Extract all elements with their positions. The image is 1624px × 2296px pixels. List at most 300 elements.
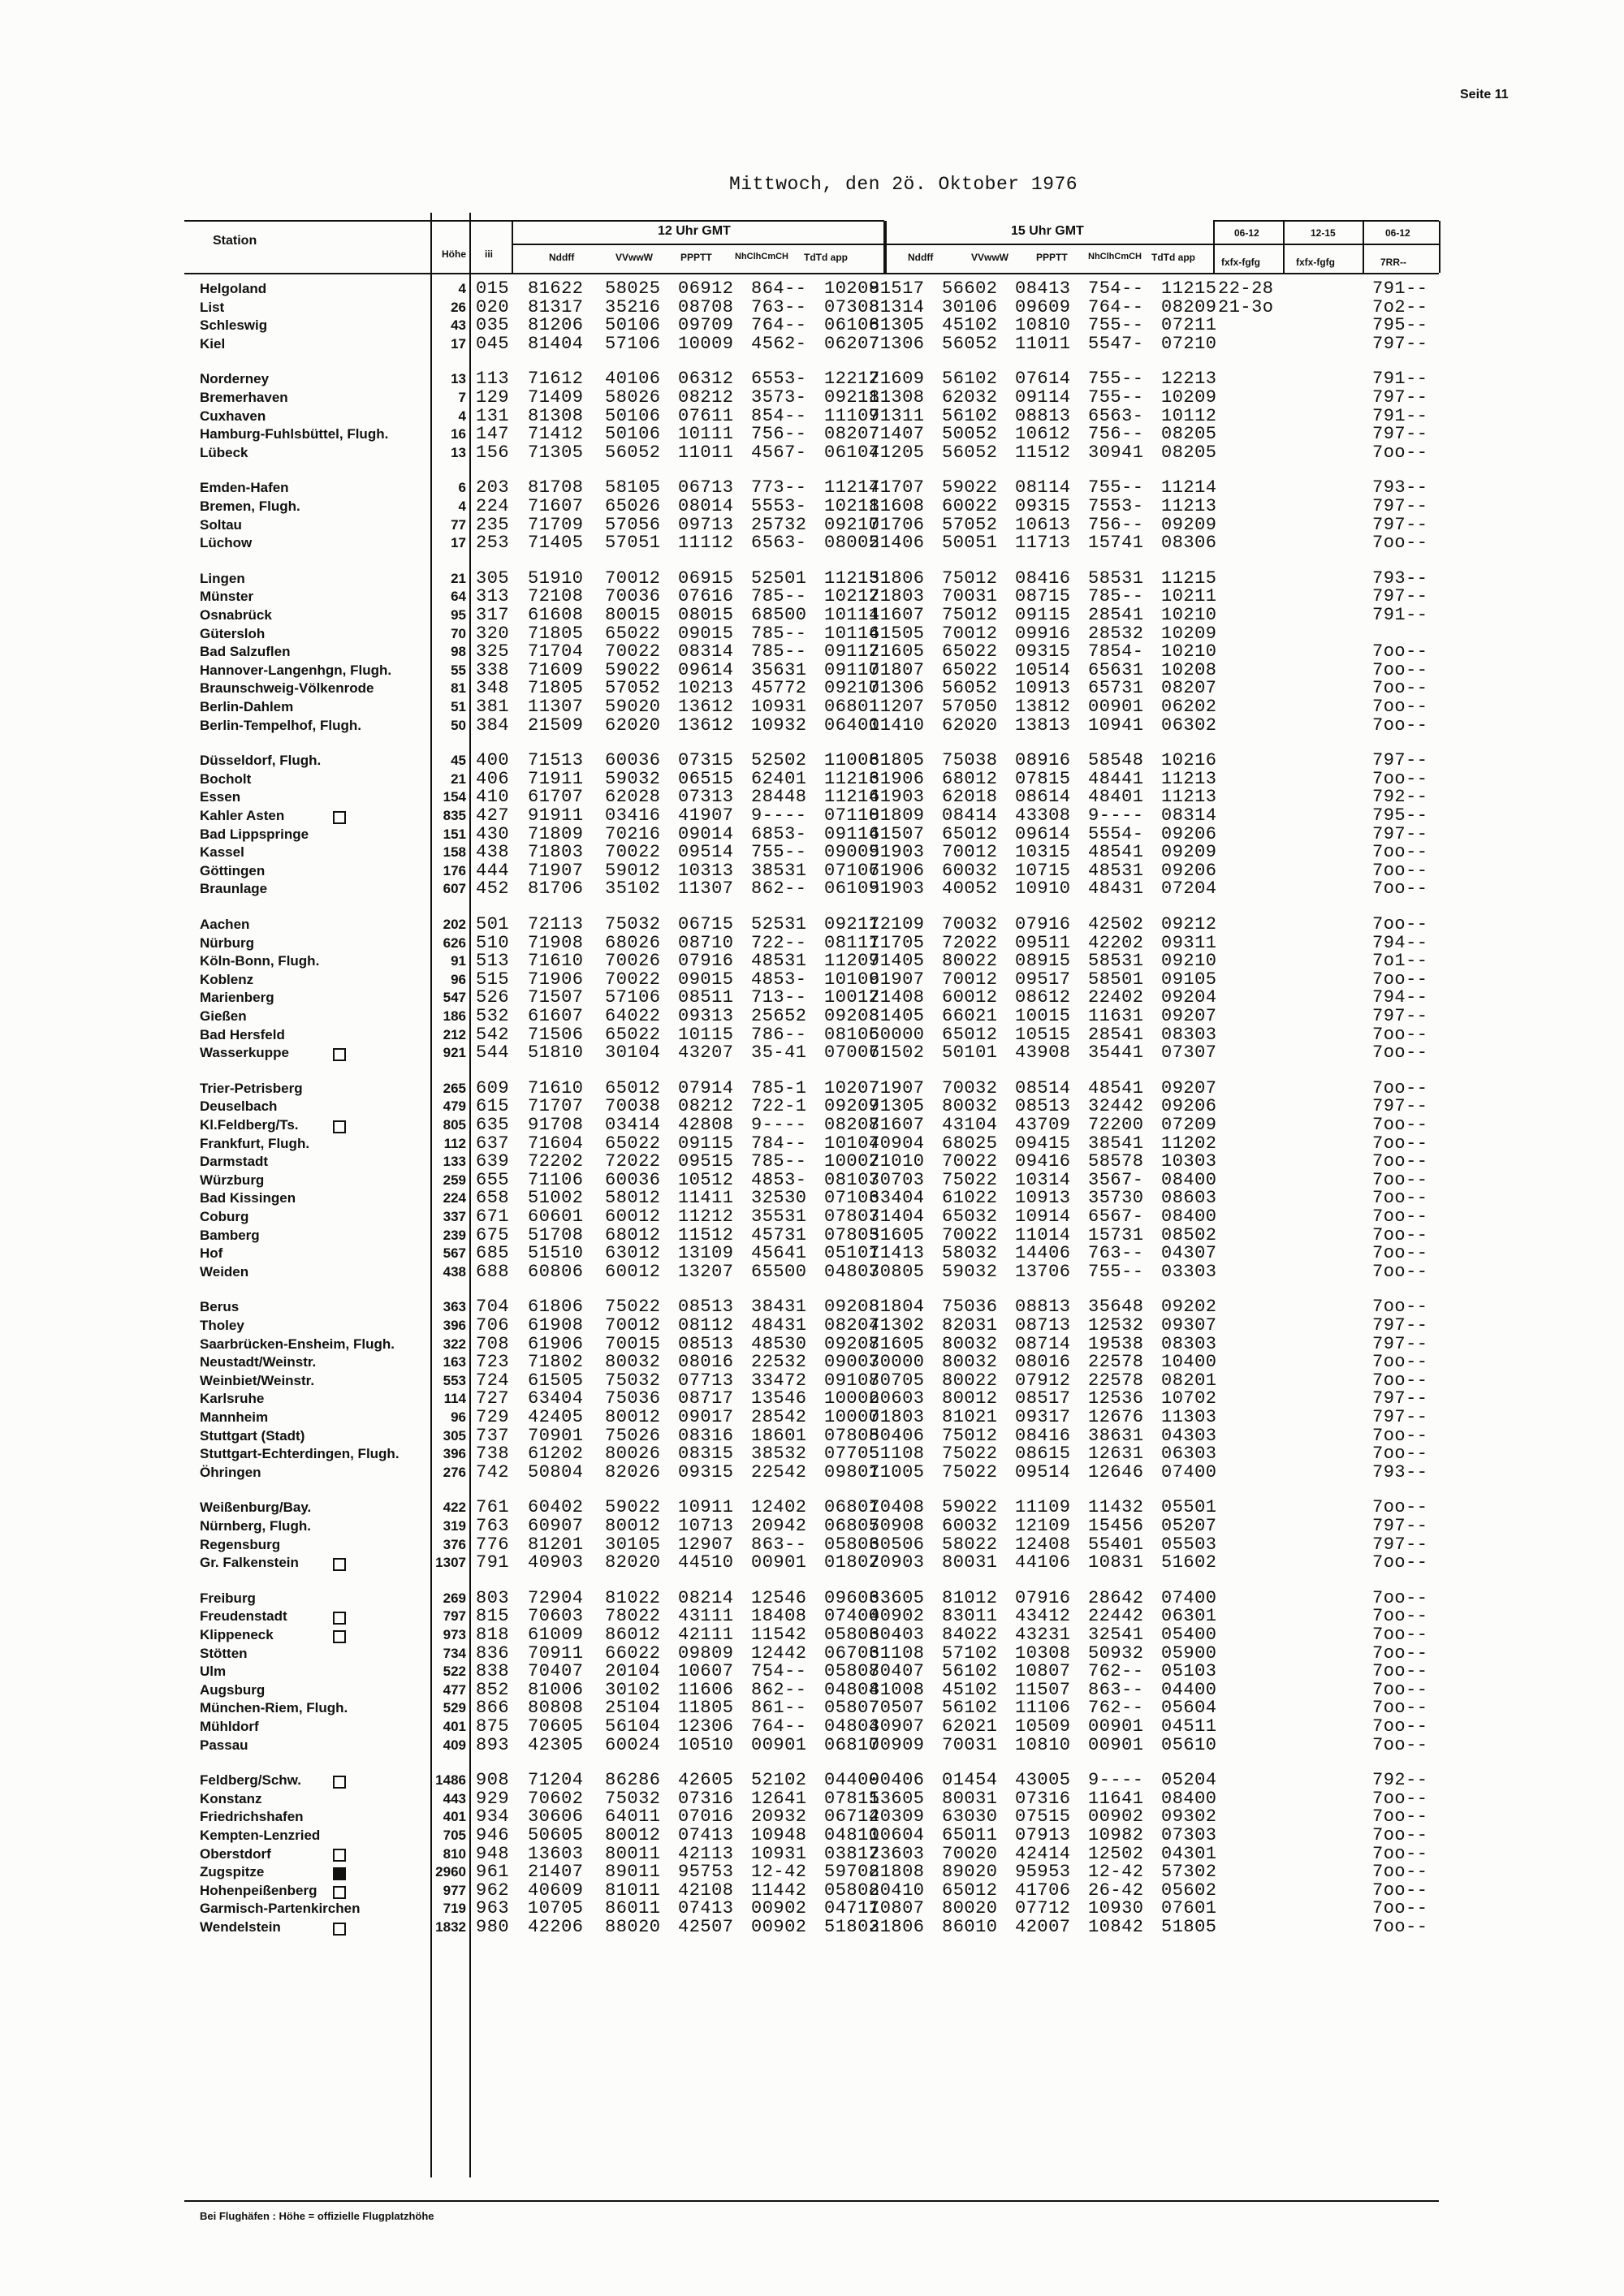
precip-value: 7oo-- — [1372, 1077, 1428, 1098]
precip-value: 7oo-- — [1372, 1734, 1428, 1755]
obs-15-group-1: 71404 — [869, 1206, 925, 1227]
obs-12-group-1: 13603 — [528, 1843, 584, 1864]
obs-12-group-5: 11214 — [824, 477, 880, 498]
obs-15-group-1: 71306 — [869, 678, 925, 699]
obs-12-group-5: 06400 — [824, 714, 880, 736]
obs-12-group-4: 785-1 — [751, 1077, 807, 1098]
obs-15-group-1: 21806 — [869, 1917, 925, 1937]
obs-15-group-3: 43412 — [1015, 1606, 1071, 1627]
obs-15-group-4: 15731 — [1088, 1224, 1144, 1245]
header-12-ppptt: PPPTT — [680, 252, 712, 263]
obs-15-group-2: 43104 — [942, 1115, 998, 1135]
station-id: 836 — [476, 1642, 510, 1664]
obs-12-group-4: 28542 — [751, 1407, 807, 1427]
obs-12-group-1: 71609 — [528, 659, 584, 680]
obs-12-group-2: 70012 — [605, 1315, 661, 1336]
obs-12-group-2: 35216 — [605, 296, 661, 317]
obs-15-group-1: 71413 — [869, 1243, 925, 1264]
obs-12-group-5: 08204 — [824, 1315, 880, 1336]
obs-12-group-1: 70407 — [528, 1661, 584, 1682]
station-name: Mannheim — [200, 1409, 269, 1425]
station-id: 526 — [476, 987, 510, 1008]
station-id: 738 — [476, 1444, 510, 1465]
obs-15-group-2: 57050 — [942, 697, 998, 717]
obs-15-group-1: 81314 — [869, 296, 925, 317]
obs-12-group-3: 09614 — [678, 659, 734, 680]
station-height: 13 — [451, 371, 466, 387]
station-height: 479 — [443, 1098, 466, 1115]
obs-15-group-3: 43231 — [1015, 1625, 1071, 1645]
obs-15-group-5: 08303 — [1161, 1024, 1217, 1045]
header-rain-0612: 06-12 — [1385, 227, 1410, 239]
obs-15-group-1: 23603 — [869, 1843, 925, 1864]
obs-15-group-5: 05610 — [1161, 1734, 1217, 1755]
obs-12-group-2: 75032 — [605, 1788, 661, 1809]
obs-12-group-5: 09110 — [824, 659, 880, 680]
precip-value: 797-- — [1372, 514, 1428, 535]
precip-value: 797-- — [1372, 586, 1428, 607]
obs-15-group-5: 09207 — [1161, 1006, 1217, 1026]
obs-12-group-2: 25104 — [605, 1698, 661, 1719]
station-id: 704 — [476, 1297, 510, 1318]
precip-value: 7oo-- — [1372, 1661, 1428, 1682]
station-id: 708 — [476, 1333, 510, 1354]
station-name: Coburg — [200, 1209, 249, 1224]
obs-12-group-1: 72108 — [528, 586, 584, 607]
precip-value: 7oo-- — [1372, 1352, 1428, 1373]
obs-12-group-5: 09208 — [824, 1297, 880, 1318]
obs-12-group-5: 07007 — [824, 1042, 880, 1064]
table-row — [0, 880, 1624, 898]
obs-12-group-5: 12212 — [824, 369, 880, 390]
station-name: Würzburg — [200, 1172, 265, 1188]
obs-12-group-3: 06915 — [678, 568, 734, 589]
obs-15-group-4: 00901 — [1088, 1716, 1144, 1737]
station-name: Passau — [200, 1737, 248, 1753]
precip-value: 7oo-- — [1372, 1587, 1428, 1608]
station-name: Lüchow — [200, 535, 253, 551]
station-id: 609 — [476, 1077, 510, 1098]
table-row — [0, 643, 1624, 661]
obs-12-group-3: 13109 — [678, 1243, 734, 1264]
obs-15-group-1: 71609 — [869, 369, 925, 390]
obs-12-group-4: 862-- — [751, 1679, 807, 1700]
station-height: 269 — [443, 1590, 466, 1606]
obs-15-group-1: 60603 — [869, 1388, 925, 1409]
obs-12-group-4: 713-- — [751, 987, 807, 1008]
obs-15-group-2: 62032 — [942, 387, 998, 408]
obs-15-group-3: 08016 — [1015, 1352, 1071, 1373]
obs-15-group-2: 60032 — [942, 860, 998, 881]
obs-12-group-5: 11213 — [824, 568, 880, 589]
obs-15-group-2: 65012 — [942, 1024, 998, 1045]
obs-12-group-3: 07713 — [678, 1370, 734, 1391]
obs-12-group-3: 10911 — [678, 1497, 734, 1518]
station-height: 81 — [451, 680, 466, 697]
table-row — [0, 1608, 1624, 1625]
table-row — [0, 1409, 1624, 1426]
precip-value: 7oo-- — [1372, 1042, 1428, 1064]
obs-12-group-3: 12907 — [678, 1534, 734, 1555]
obs-12-group-4: 00902 — [751, 1898, 807, 1919]
station-height: 21 — [451, 770, 466, 787]
station-name: Bad Kissingen — [200, 1190, 296, 1206]
obs-15-group-2: 62018 — [942, 787, 998, 808]
obs-15-group-3: 09317 — [1015, 1407, 1071, 1427]
precip-value: 7oo-- — [1372, 768, 1428, 789]
obs-12-group-4: 854-- — [751, 405, 807, 426]
obs-15-group-2: 56602 — [942, 278, 998, 299]
table-row — [0, 680, 1624, 697]
obs-15-group-4: 756-- — [1088, 424, 1144, 445]
station-height: 6 — [458, 480, 466, 496]
obs-15-group-1: 30907 — [869, 1716, 925, 1737]
obs-15-group-5: 08303 — [1161, 1333, 1217, 1354]
station-height: 21 — [451, 570, 466, 586]
obs-15-group-5: 11202 — [1161, 1133, 1217, 1154]
obs-15-group-5: 09202 — [1161, 1297, 1217, 1318]
station-id: 313 — [476, 586, 510, 607]
header-15-uhr: 15 Uhr GMT — [1011, 224, 1084, 238]
obs-15-group-3: 13706 — [1015, 1261, 1071, 1282]
precip-value: 7oo-- — [1372, 1917, 1428, 1937]
obs-15-group-4: 6567- — [1088, 1206, 1144, 1227]
obs-15-group-4: 755-- — [1088, 387, 1144, 408]
table-row — [0, 405, 1624, 426]
obs-12-group-2: 60036 — [605, 1169, 661, 1190]
obs-15-group-1: 71803 — [869, 586, 925, 607]
station-id: 532 — [476, 1006, 510, 1026]
obs-12-group-4: 38532 — [751, 1444, 807, 1465]
station-name: Berus — [200, 1299, 240, 1315]
station-name: Berlin-Dahlem — [200, 699, 294, 714]
precip-value: 7o1-- — [1372, 951, 1428, 972]
table-row — [0, 1517, 1624, 1535]
obs-15-group-3: 09514 — [1015, 1461, 1071, 1482]
obs-15-group-4: 30941 — [1088, 442, 1144, 463]
obs-15-group-4: 58531 — [1088, 568, 1144, 589]
obs-12-group-3: 07611 — [678, 405, 734, 426]
header-gust-0612-a: 06-12 — [1234, 227, 1259, 239]
obs-15-group-3: 43308 — [1015, 805, 1071, 826]
obs-12-group-4: 45731 — [751, 1224, 807, 1245]
obs-12-group-4: 785-- — [751, 586, 807, 607]
station-height: 305 — [443, 1427, 466, 1444]
obs-15-group-3: 08614 — [1015, 787, 1071, 808]
obs-15-group-1: 71306 — [869, 333, 925, 354]
precip-value: 7oo-- — [1372, 1243, 1428, 1264]
obs-12-group-3: 09315 — [678, 1461, 734, 1482]
table-row — [0, 444, 1624, 462]
obs-12-group-1: 71412 — [528, 424, 584, 445]
obs-15-group-3: 10314 — [1015, 1169, 1071, 1190]
obs-12-group-1: 61906 — [528, 1333, 584, 1354]
obs-12-group-4: 00902 — [751, 1917, 807, 1937]
obs-12-group-3: 95753 — [678, 1862, 734, 1883]
obs-15-group-3: 11507 — [1015, 1679, 1071, 1700]
obs-12-group-4: 25652 — [751, 1006, 807, 1026]
obs-15-group-1: 40902 — [869, 1606, 925, 1627]
obs-12-group-4: 18408 — [751, 1606, 807, 1627]
precip-value: 7oo-- — [1372, 1698, 1428, 1719]
obs-12-group-3: 09713 — [678, 514, 734, 535]
obs-12-group-1: 61505 — [528, 1370, 584, 1391]
obs-15-group-2: 62021 — [942, 1716, 998, 1737]
obs-15-group-4: 35730 — [1088, 1188, 1144, 1209]
obs-15-group-5: 07303 — [1161, 1825, 1217, 1845]
obs-15-group-2: 89020 — [942, 1862, 998, 1883]
obs-15-group-5: 08603 — [1161, 1188, 1217, 1209]
station-name: Mühldorf — [200, 1719, 259, 1734]
obs-15-group-5: 07400 — [1161, 1461, 1217, 1482]
station-id: 818 — [476, 1625, 510, 1645]
table-row — [0, 770, 1624, 788]
station-name: Oberstdorf — [200, 1845, 271, 1862]
station-name: Tholey — [200, 1318, 244, 1333]
obs-12-group-2: 80015 — [605, 605, 661, 625]
obs-15-group-3: 08615 — [1015, 1444, 1071, 1465]
obs-12-group-4: 22542 — [751, 1461, 807, 1482]
obs-15-group-1: 72109 — [869, 914, 925, 934]
precip-value: 794-- — [1372, 932, 1428, 953]
precip-value: 7oo-- — [1372, 659, 1428, 680]
obs-12-group-1: 91708 — [528, 1115, 584, 1135]
station-height: 259 — [443, 1172, 466, 1188]
table-row — [0, 1882, 1624, 1900]
station-id: 742 — [476, 1461, 510, 1482]
header-12-clouds: NhClhCmCH — [735, 252, 788, 261]
obs-15-group-1: 71010 — [869, 1151, 925, 1172]
table-row — [0, 1499, 1624, 1517]
obs-15-group-4: 12-42 — [1088, 1862, 1144, 1883]
obs-12-group-1: 71907 — [528, 860, 584, 881]
obs-12-group-3: 08214 — [678, 1587, 734, 1608]
station-id: 452 — [476, 878, 510, 900]
obs-12-group-5: 10209 — [824, 278, 880, 299]
obs-15-group-2: 75012 — [942, 1425, 998, 1446]
station-name: Stuttgart (Stadt) — [200, 1427, 305, 1444]
obs-12-group-5: 05803 — [824, 1625, 880, 1645]
obs-15-group-4: 756-- — [1088, 514, 1144, 535]
obs-12-group-1: 70602 — [528, 1788, 584, 1809]
obs-12-group-2: 70036 — [605, 586, 661, 607]
obs-12-group-1: 71805 — [528, 678, 584, 699]
obs-12-group-3: 11011 — [678, 442, 734, 463]
table-row — [0, 1077, 1624, 1098]
obs-15-group-1: 70805 — [869, 1261, 925, 1282]
station-height: 176 — [443, 862, 466, 878]
obs-15-group-2: 75022 — [942, 1169, 998, 1190]
obs-12-group-4: 11442 — [751, 1880, 807, 1901]
obs-15-group-2: 68025 — [942, 1133, 998, 1154]
obs-15-group-4: 38631 — [1088, 1425, 1144, 1446]
obs-15-group-5: 09209 — [1161, 514, 1217, 535]
station-name: Weißenburg/Bay. — [200, 1500, 312, 1516]
obs-15-group-2: 70022 — [942, 1151, 998, 1172]
precip-value: 7oo-- — [1372, 1370, 1428, 1391]
obs-15-group-5: 07211 — [1161, 315, 1217, 336]
obs-12-group-3: 09514 — [678, 842, 734, 863]
obs-12-group-3: 07413 — [678, 1825, 734, 1845]
obs-12-group-4: 00901 — [751, 1734, 807, 1755]
obs-12-group-4: 48531 — [751, 951, 807, 972]
obs-15-group-4: 15741 — [1088, 533, 1144, 554]
obs-15-group-4: 10842 — [1088, 1917, 1144, 1937]
obs-12-group-1: 61202 — [528, 1444, 584, 1465]
obs-12-group-5: 06106 — [824, 315, 880, 336]
station-height: 16 — [451, 426, 466, 442]
obs-12-group-2: 58025 — [605, 278, 661, 299]
obs-12-group-5: 10211 — [824, 496, 880, 516]
table-row — [0, 844, 1624, 861]
station-mark — [333, 1628, 346, 1646]
obs-15-group-3: 95953 — [1015, 1862, 1071, 1883]
obs-15-group-5: 07204 — [1161, 878, 1217, 900]
station-name: List — [200, 299, 225, 315]
obs-15-group-5: 05103 — [1161, 1661, 1217, 1682]
obs-12-group-5: 07811 — [824, 1788, 880, 1809]
station-height: 1307 — [435, 1555, 466, 1571]
obs-12-group-5: 10109 — [824, 969, 880, 990]
obs-15-group-3: 07712 — [1015, 1898, 1071, 1919]
station-height: 224 — [443, 1190, 466, 1206]
obs-12-group-2: 70026 — [605, 951, 661, 972]
obs-15-group-5: 04301 — [1161, 1843, 1217, 1864]
obs-12-group-2: 70038 — [605, 1096, 661, 1117]
obs-15-group-2: 70020 — [942, 1843, 998, 1864]
station-id: 763 — [476, 1516, 510, 1536]
obs-12-group-3: 07616 — [678, 586, 734, 607]
obs-12-group-1: 71409 — [528, 387, 584, 408]
obs-15-group-2: 56102 — [942, 405, 998, 426]
obs-15-group-1: 71405 — [869, 951, 925, 972]
obs-15-group-5: 05602 — [1161, 1880, 1217, 1901]
obs-12-group-2: 56104 — [605, 1716, 661, 1737]
mountain-station-square-icon — [333, 1886, 346, 1899]
obs-15-group-3: 08916 — [1015, 750, 1071, 771]
station-height: 212 — [443, 1026, 466, 1042]
obs-12-group-1: 63404 — [528, 1388, 584, 1409]
obs-12-group-2: 03414 — [605, 1115, 661, 1135]
obs-12-group-3: 09115 — [678, 1133, 734, 1154]
obs-12-group-5: 05808 — [824, 1880, 880, 1901]
table-row — [0, 1863, 1624, 1881]
obs-12-group-3: 44510 — [678, 1552, 734, 1573]
station-name: Cuxhaven — [200, 408, 266, 424]
obs-12-group-5: 10002 — [824, 1388, 880, 1409]
gust-value: 22-28 — [1218, 278, 1274, 299]
station-id: 962 — [476, 1880, 510, 1901]
obs-12-group-3: 07313 — [678, 787, 734, 808]
obs-12-group-5: 09208 — [824, 1333, 880, 1354]
station-id: 980 — [476, 1917, 510, 1937]
precip-value: 7oo-- — [1372, 878, 1428, 900]
page-number: Seite 11 — [1460, 88, 1509, 101]
station-height: 98 — [451, 644, 466, 660]
obs-15-group-4: 28541 — [1088, 605, 1144, 625]
table-row — [0, 335, 1624, 353]
obs-15-group-2: 70022 — [942, 1224, 998, 1245]
obs-15-group-4: 72200 — [1088, 1115, 1144, 1135]
obs-15-group-5: 06202 — [1161, 697, 1217, 717]
table-row — [0, 1153, 1624, 1171]
station-height: 443 — [443, 1790, 466, 1806]
obs-15-group-4: 32541 — [1088, 1625, 1144, 1645]
obs-12-group-1: 11307 — [528, 697, 584, 717]
obs-12-group-3: 07315 — [678, 750, 734, 771]
obs-12-group-4: 20932 — [751, 1806, 807, 1828]
obs-12-group-4: 862-- — [751, 878, 807, 900]
table-row — [0, 971, 1624, 989]
obs-15-group-4: 863-- — [1088, 1679, 1144, 1700]
station-mark — [333, 1046, 346, 1064]
precip-value: 7oo-- — [1372, 1206, 1428, 1227]
header-iii: iii — [485, 248, 494, 260]
station-id: 156 — [476, 442, 510, 463]
obs-15-group-1: 71706 — [869, 514, 925, 535]
station-name: Neustadt/Weinstr. — [200, 1354, 317, 1370]
station-id: 427 — [476, 805, 510, 826]
obs-15-group-4: 22578 — [1088, 1370, 1144, 1391]
obs-15-group-1: 71407 — [869, 424, 925, 445]
obs-15-group-2: 40052 — [942, 878, 998, 900]
obs-12-group-5: 08111 — [824, 932, 880, 953]
table-row — [0, 1587, 1624, 1608]
precip-value: 7oo-- — [1372, 697, 1428, 717]
station-height: 265 — [443, 1080, 466, 1096]
station-id: 637 — [476, 1133, 510, 1154]
obs-15-group-3: 09315 — [1015, 641, 1071, 662]
obs-12-group-3: 08513 — [678, 1297, 734, 1318]
obs-15-group-5: 10112 — [1161, 405, 1217, 426]
obs-12-group-3: 09015 — [678, 969, 734, 990]
obs-12-group-5: 51803 — [824, 1917, 880, 1937]
station-name: Trier-Petrisberg — [200, 1080, 303, 1096]
obs-15-group-1: 41607 — [869, 605, 925, 625]
table-row — [0, 1626, 1624, 1644]
obs-12-group-2: 62020 — [605, 714, 661, 736]
obs-12-group-2: 86011 — [605, 1898, 661, 1919]
obs-15-group-3: 09415 — [1015, 1133, 1071, 1154]
obs-15-group-5: 10210 — [1161, 641, 1217, 662]
obs-15-group-5: 10303 — [1161, 1151, 1217, 1172]
station-id: 724 — [476, 1370, 510, 1391]
obs-15-group-2: 80012 — [942, 1388, 998, 1409]
station-name: Kahler Asten — [200, 808, 285, 823]
obs-12-group-4: 10932 — [751, 714, 807, 736]
obs-12-group-4: 68500 — [751, 605, 807, 625]
obs-12-group-4: 9---- — [751, 1115, 807, 1135]
station-height: 51 — [451, 699, 466, 714]
table-row — [0, 989, 1624, 1007]
obs-15-group-1: 70904 — [869, 1133, 925, 1154]
obs-12-group-4: 48530 — [751, 1333, 807, 1354]
obs-12-group-5: 07308 — [824, 296, 880, 317]
station-name: Bad Lippspringe — [200, 826, 309, 842]
station-mark — [333, 1118, 346, 1136]
station-id: 317 — [476, 605, 510, 625]
obs-12-group-3: 06713 — [678, 477, 734, 498]
station-height: 50 — [451, 717, 466, 733]
header-gust-fx-a: fxfx-fgfg — [1221, 257, 1260, 268]
station-height: 401 — [443, 1809, 466, 1825]
obs-15-group-4: 58531 — [1088, 951, 1144, 972]
station-height: 835 — [443, 808, 466, 823]
obs-12-group-5: 11008 — [824, 750, 880, 771]
filled-square-icon — [333, 1867, 346, 1880]
table-row — [0, 1333, 1624, 1354]
station-name: Berlin-Tempelhof, Flugh. — [200, 717, 361, 733]
